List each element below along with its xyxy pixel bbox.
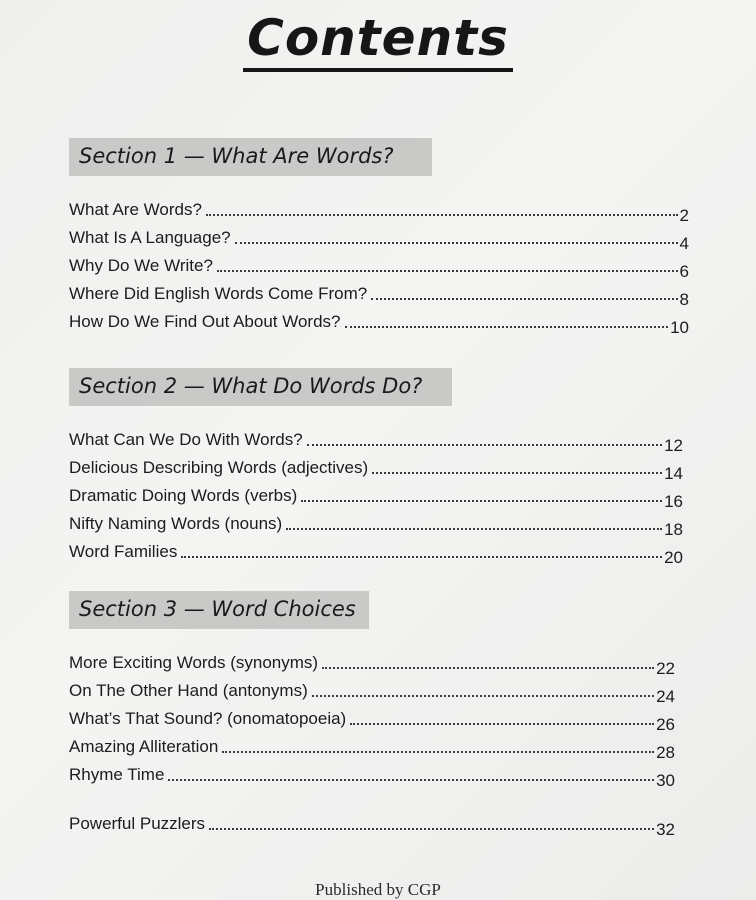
toc-entry-page: 22 <box>656 659 675 678</box>
section-3-header: Section 3 — Word Choices <box>69 591 369 629</box>
toc-entry-label: Rhyme Time <box>69 765 165 784</box>
dot-leader <box>181 555 662 558</box>
dot-leader <box>322 666 654 669</box>
dot-leader <box>312 694 654 697</box>
toc-entry-label: How Do We Find Out About Words? <box>69 312 341 331</box>
section-3-entries <box>69 645 675 790</box>
toc-entry-label: More Exciting Words (synonyms) <box>69 653 319 672</box>
section-1 <box>69 138 689 337</box>
toc-entry-puzzlers[interactable] <box>69 806 675 839</box>
dot-leader <box>345 325 669 328</box>
toc-entry[interactable] <box>69 534 683 567</box>
toc-entry[interactable] <box>69 645 675 678</box>
toc-entry-page: 4 <box>679 234 689 253</box>
toc-entry-page: 28 <box>656 743 675 762</box>
toc-entry-label: Amazing Alliteration <box>69 737 219 756</box>
toc-entry-label: On The Other Hand (antonyms) <box>69 681 308 700</box>
toc-entry-page: 24 <box>656 687 675 706</box>
toc-entry-label: Word Families <box>69 542 178 561</box>
toc-entry[interactable] <box>69 478 683 511</box>
extra-entry-wrapper <box>69 806 675 839</box>
toc-entry-page: 6 <box>679 262 689 281</box>
page-title-wrapper <box>0 10 756 72</box>
toc-entry-label: Where Did English Words Come From? <box>69 284 368 303</box>
toc-entry-page: 2 <box>679 206 689 225</box>
toc-entry-page: 20 <box>664 548 683 567</box>
toc-entry[interactable] <box>69 276 689 309</box>
section-1-header: Section 1 — What Are Words? <box>69 138 432 176</box>
toc-entry-label: What Is A Language? <box>69 228 231 247</box>
toc-entry[interactable] <box>69 506 683 539</box>
toc-entry-page: 26 <box>656 715 675 734</box>
toc-entry[interactable] <box>69 701 675 734</box>
toc-entry[interactable] <box>69 450 683 483</box>
page-title: Contents <box>243 10 513 72</box>
toc-entry[interactable] <box>69 304 689 337</box>
toc-entry-label: Delicious Describing Words (adjectives) <box>69 458 369 477</box>
toc-entry-label: Powerful Puzzlers <box>69 814 206 833</box>
toc-entry[interactable] <box>69 220 689 253</box>
toc-entry-page: 12 <box>664 436 683 455</box>
toc-entry[interactable] <box>69 673 675 706</box>
toc-entry[interactable] <box>69 248 689 281</box>
toc-entry[interactable] <box>69 422 683 455</box>
dot-leader <box>206 213 678 216</box>
toc-entry-label: Dramatic Doing Words (verbs) <box>69 486 298 505</box>
section-3 <box>69 591 675 790</box>
publisher-footer: Published by CGP <box>315 880 441 899</box>
toc-entry-label: What Can We Do With Words? <box>69 430 303 449</box>
dot-leader <box>235 241 678 244</box>
toc-entry[interactable] <box>69 729 675 762</box>
toc-entry-label: What’s That Sound? (onomatopoeia) <box>69 709 347 728</box>
toc-entry-page: 10 <box>670 318 689 337</box>
dot-leader <box>371 297 677 300</box>
section-2-header: Section 2 — What Do Words Do? <box>69 368 452 406</box>
dot-leader <box>217 269 678 272</box>
toc-entry-label: What Are Words? <box>69 200 202 219</box>
toc-entry-page: 18 <box>664 520 683 539</box>
dot-leader <box>222 750 654 753</box>
toc-entry-label: Why Do We Write? <box>69 256 213 275</box>
toc-entry[interactable] <box>69 192 689 225</box>
toc-entry-page: 32 <box>656 820 675 839</box>
dot-leader <box>301 499 662 502</box>
dot-leader <box>286 527 662 530</box>
toc-entry-label: Nifty Naming Words (nouns) <box>69 514 283 533</box>
section-2-entries <box>69 422 683 567</box>
section-2 <box>69 368 683 567</box>
dot-leader <box>372 471 662 474</box>
section-1-entries <box>69 192 689 337</box>
toc-entry-page: 16 <box>664 492 683 511</box>
toc-entry-page: 14 <box>664 464 683 483</box>
dot-leader <box>350 722 654 725</box>
toc-entry-page: 8 <box>679 290 689 309</box>
dot-leader <box>168 778 654 781</box>
toc-entry[interactable] <box>69 757 675 790</box>
toc-entry-page: 30 <box>656 771 675 790</box>
dot-leader <box>307 443 662 446</box>
dot-leader <box>209 827 654 830</box>
